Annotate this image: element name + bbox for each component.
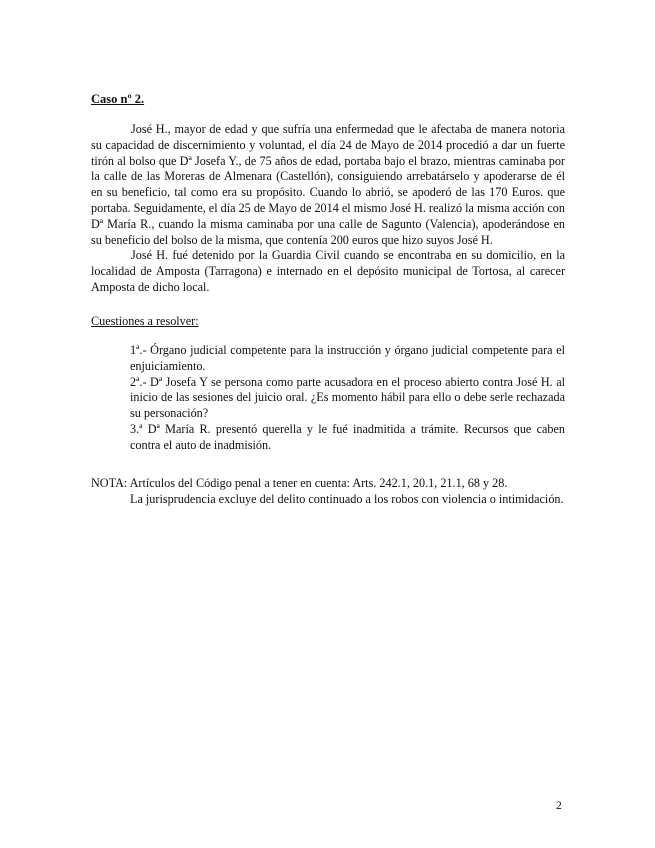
question-item: 2ª.- Dª Josefa Y se persona como parte acusadora en el proceso abierto contra José H. al inicio de las sesiones del juicio oral. ¿Es momento hábil para ello o debe serle rechazada su personación? xyxy=(130,374,565,421)
facts-paragraph: José H., mayor de edad y que sufría una enfermedad que le afectaba de manera notoria su capacidad de discernimiento y voluntad, el día 24 de Mayo de 2014 procedió a dar un fuerte tirón al bolso que Dª Josefa Y., de 75 años de edad, portaba bajo el brazo, mientras caminaba por la calle de las Moreras de Almenara (Castellón), consiguiendo arrebatárselo y apoderarse de él en su beneficio, tal como era su propósito. Cuando lo abrió, se apoderó de las 170 Euros. que portaba. Seguidamente, el día 25 de Mayo de 2014 el mismo José H. realizó la misma acción con Dª María R., cuando la misma caminaba por una calle de Sagunto (Valencia), apoderándose en su beneficio del bolso de la misma, que contenía 200 euros que hizo suyos José H. xyxy=(91,122,565,247)
case-facts xyxy=(91,122,565,296)
case-title: Caso nº 2. xyxy=(91,92,145,106)
note-section xyxy=(91,476,565,508)
questions-list xyxy=(130,343,565,454)
facts-paragraph: José H. fué detenido por la Guardia Civil cuando se encontraba en su domicilio, en la localidad de Amposta (Tarragona) e internado en el depósito municipal de Tortosa, al carecer Amposta de dicho local. xyxy=(91,248,565,294)
note-jurisprudence: La jurisprudencia excluye del delito continuado a los robos con violencia o intimidación. xyxy=(130,491,564,506)
questions-heading: Cuestiones a resolver: xyxy=(91,314,199,328)
note-articles: NOTA: Artículos del Código penal a tener en cuenta: Arts. 242.1, 20.1, 21.1, 68 y 28. xyxy=(91,476,508,490)
question-item: 3.ª Dª María R. presentó querella y le fué inadmitida a trámite. Recursos que caben contra el auto de inadmisión. xyxy=(130,421,565,452)
question-item: 1ª.- Órgano judicial competente para la instrucción y órgano judicial competente para el enjuiciamiento. xyxy=(130,343,565,373)
page-number: 2 xyxy=(556,800,562,812)
